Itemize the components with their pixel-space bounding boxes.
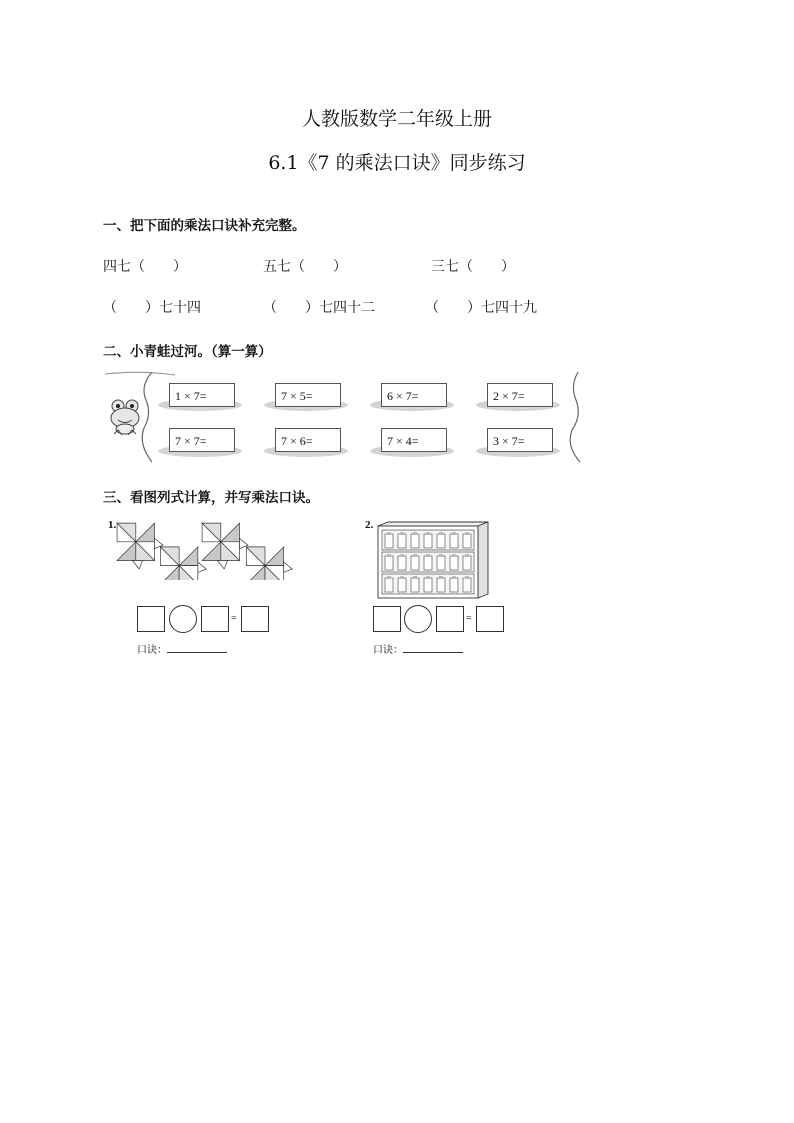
- equation-box[interactable]: 7 × 7=: [169, 428, 235, 452]
- formula-label: 口诀：: [137, 645, 167, 656]
- formula-answer-line[interactable]: [403, 652, 463, 653]
- equation-box[interactable]: 2 × 7=: [487, 383, 553, 407]
- answer-box[interactable]: [241, 606, 269, 632]
- fill-blank-item: 五七（ ）: [263, 259, 347, 275]
- answer-box[interactable]: [137, 606, 165, 632]
- equation-box[interactable]: 7 × 4=: [381, 428, 447, 452]
- fill-blank-item: 四七（ ）: [103, 259, 187, 275]
- answer-box[interactable]: [373, 606, 401, 632]
- equation-box[interactable]: 6 × 7=: [381, 383, 447, 407]
- section1-heading: 一、把下面的乘法口诀补充完整。: [103, 218, 306, 234]
- fill-blank-item: （ ）七四十二: [263, 300, 375, 316]
- formula-answer-line[interactable]: [167, 652, 227, 653]
- fill-blank-item: （ ）七四十九: [425, 300, 537, 316]
- formula-label: 口诀：: [373, 645, 403, 656]
- section3-heading: 三、看图列式计算，并写乘法口诀。: [103, 490, 319, 506]
- shelf-with-bottles: [372, 520, 492, 600]
- frog-icon: [108, 398, 142, 438]
- section2-heading: 二、小青蛙过河。（算一算）: [103, 344, 272, 360]
- fill-blank-item: 三七（ ）: [431, 259, 515, 275]
- equation-box[interactable]: 3 × 7=: [487, 428, 553, 452]
- problem-number: 1.: [108, 519, 117, 531]
- equation-box[interactable]: 1 × 7=: [169, 383, 235, 407]
- answer-box[interactable]: [436, 606, 464, 632]
- fill-blank-item: （ ）七十四: [103, 300, 201, 316]
- problem-number: 2.: [365, 519, 374, 531]
- equals-sign: =: [231, 613, 237, 624]
- page-title: 人教版数学二年级上册: [301, 108, 492, 130]
- page-subtitle: 6.1《7 的乘法口诀》同步练习: [268, 152, 526, 174]
- answer-box[interactable]: [476, 606, 504, 632]
- pinwheel-figures: [112, 518, 302, 580]
- operator-circle[interactable]: [404, 605, 432, 633]
- equation-box[interactable]: 7 × 6=: [275, 428, 341, 452]
- equation-box[interactable]: 7 × 5=: [275, 383, 341, 407]
- answer-box[interactable]: [201, 606, 229, 632]
- operator-circle[interactable]: [169, 605, 197, 633]
- equals-sign: =: [466, 613, 472, 624]
